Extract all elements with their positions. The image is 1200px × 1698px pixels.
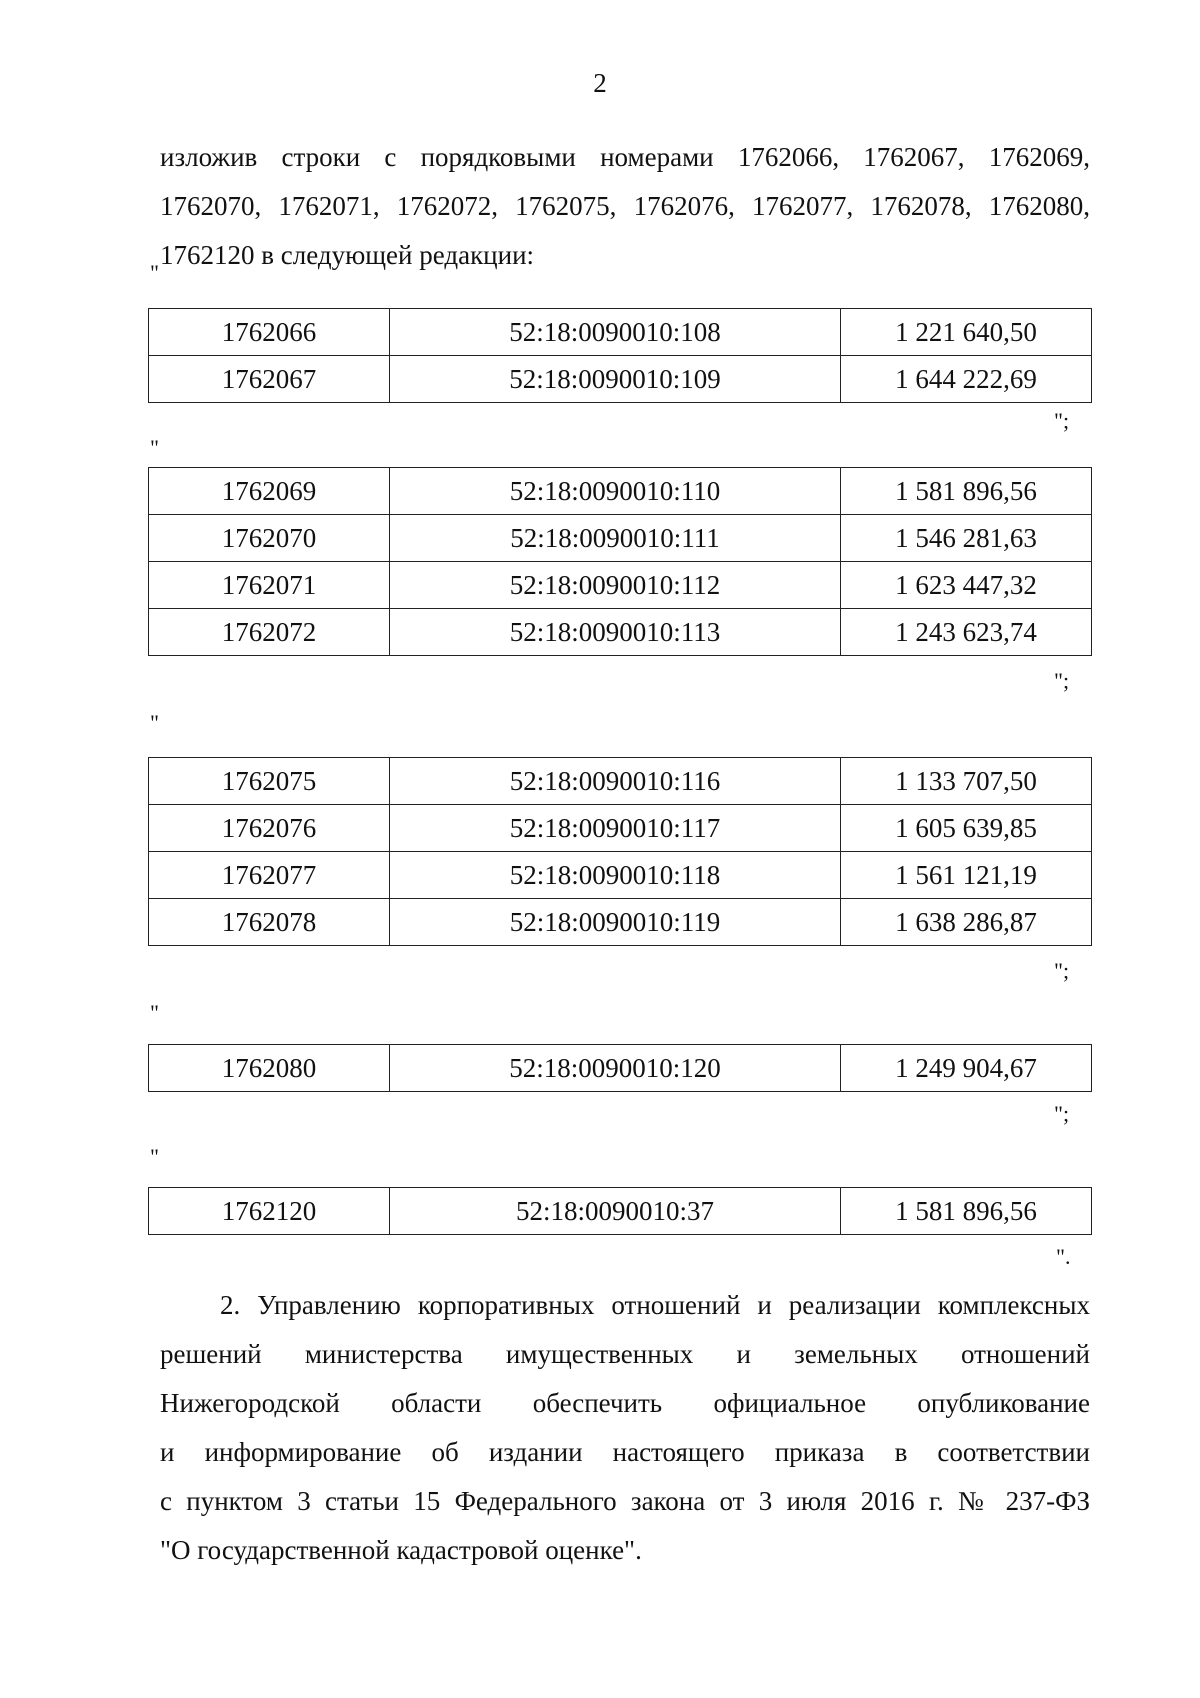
table-row	[149, 468, 1092, 515]
opening-quote: "	[150, 1144, 159, 1169]
cadastral-value: 1 221 640,50	[841, 309, 1092, 356]
intro-paragraph	[160, 133, 1090, 280]
closing-quote: ";	[1054, 1101, 1070, 1126]
closing-quote: ";	[1054, 958, 1070, 983]
cadastral-number: 52:18:0090010:119	[390, 899, 841, 946]
clause-line: Нижегородской области обеспечить официальное опубликование	[160, 1388, 1090, 1418]
table-row	[149, 562, 1092, 609]
clause-line: решений министерства имущественных и земельных отношений	[160, 1339, 1090, 1369]
row-number: 1762076	[149, 805, 390, 852]
closing-quote: ".	[1056, 1244, 1071, 1269]
row-number: 1762071	[149, 562, 390, 609]
intro-line: 1762070, 1762071, 1762072, 1762075, 1762076, 1762077, 1762078, 1762080,	[160, 191, 1090, 221]
table-row	[149, 1045, 1092, 1092]
page-number: 2	[593, 68, 607, 98]
row-number: 1762080	[149, 1045, 390, 1092]
rows-table	[148, 757, 1092, 946]
cadastral-value: 1 581 896,56	[841, 468, 1092, 515]
row-number: 1762078	[149, 899, 390, 946]
table-row	[149, 899, 1092, 946]
cadastral-value: 1 581 896,56	[841, 1188, 1092, 1235]
cadastral-number: 52:18:0090010:113	[390, 609, 841, 656]
clause-line: с пунктом 3 статьи 15 Федерального закона от 3 июля 2016 г. № 237-ФЗ	[160, 1486, 1090, 1516]
clause-2-paragraph	[160, 1281, 1090, 1575]
cadastral-value: 1 644 222,69	[841, 356, 1092, 403]
table-row	[149, 758, 1092, 805]
table-row	[149, 515, 1092, 562]
cadastral-value: 1 638 286,87	[841, 899, 1092, 946]
row-number: 1762075	[149, 758, 390, 805]
cadastral-value: 1 133 707,50	[841, 758, 1092, 805]
closing-quote: ";	[1054, 668, 1070, 693]
clause-line: 2. Управлению корпоративных отношений и реализации комплексных	[220, 1290, 1090, 1320]
row-number: 1762070	[149, 515, 390, 562]
row-number: 1762077	[149, 852, 390, 899]
opening-quote: "	[150, 1000, 159, 1025]
cadastral-number: 52:18:0090010:110	[390, 468, 841, 515]
table-row	[149, 609, 1092, 656]
rows-table	[148, 467, 1092, 656]
table-row	[149, 309, 1092, 356]
cadastral-number: 52:18:0090010:112	[390, 562, 841, 609]
opening-quote: "	[150, 435, 159, 460]
cadastral-value: 1 243 623,74	[841, 609, 1092, 656]
closing-quote: ";	[1054, 408, 1070, 433]
rows-table	[148, 308, 1092, 403]
cadastral-number: 52:18:0090010:37	[390, 1188, 841, 1235]
cadastral-value: 1 249 904,67	[841, 1045, 1092, 1092]
cadastral-number: 52:18:0090010:120	[390, 1045, 841, 1092]
row-number: 1762067	[149, 356, 390, 403]
rows-table	[148, 1044, 1092, 1092]
cadastral-number: 52:18:0090010:111	[390, 515, 841, 562]
table-row	[149, 356, 1092, 403]
cadastral-number: 52:18:0090010:118	[390, 852, 841, 899]
row-number: 1762072	[149, 609, 390, 656]
row-number: 1762066	[149, 309, 390, 356]
opening-quote: "	[150, 710, 159, 735]
table-row	[149, 805, 1092, 852]
intro-line: изложив строки с порядковыми номерами 1762066, 1762067, 1762069,	[160, 142, 1090, 172]
clause-line: и информирование об издании настоящего приказа в соответствии	[160, 1437, 1090, 1467]
table-row	[149, 1188, 1092, 1235]
cadastral-number: 52:18:0090010:108	[390, 309, 841, 356]
cadastral-value: 1 546 281,63	[841, 515, 1092, 562]
cadastral-number: 52:18:0090010:116	[390, 758, 841, 805]
cadastral-number: 52:18:0090010:117	[390, 805, 841, 852]
intro-line: 1762120 в следующей редакции:	[160, 240, 535, 270]
opening-quote: "	[150, 260, 159, 285]
table-row	[149, 852, 1092, 899]
row-number: 1762069	[149, 468, 390, 515]
cadastral-value: 1 605 639,85	[841, 805, 1092, 852]
cadastral-value: 1 561 121,19	[841, 852, 1092, 899]
clause-line: "О государственной кадастровой оценке".	[160, 1535, 642, 1565]
rows-table	[148, 1187, 1092, 1235]
cadastral-number: 52:18:0090010:109	[390, 356, 841, 403]
row-number: 1762120	[149, 1188, 390, 1235]
cadastral-value: 1 623 447,32	[841, 562, 1092, 609]
